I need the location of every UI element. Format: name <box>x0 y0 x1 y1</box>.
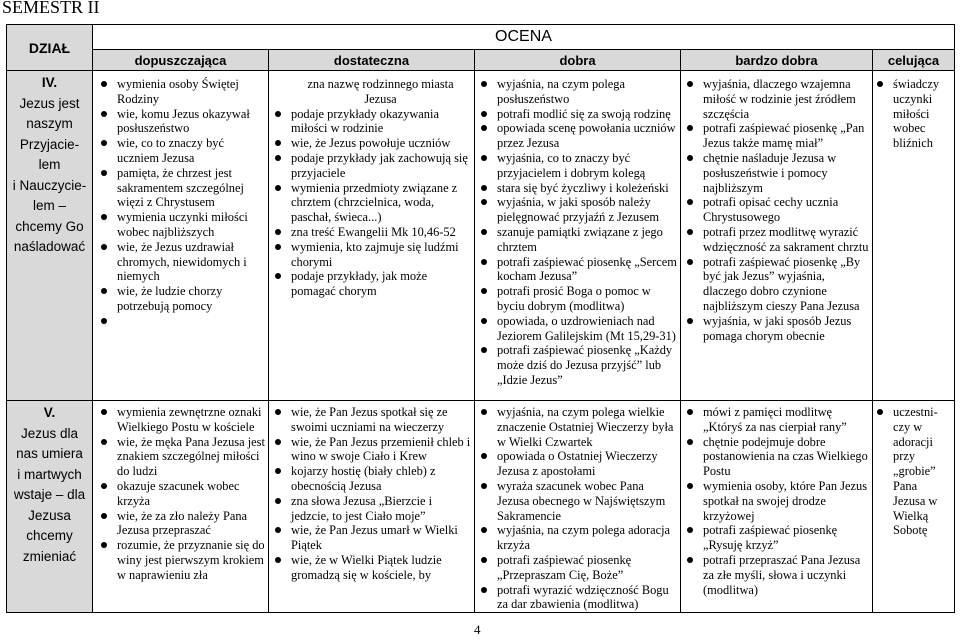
requirement-item: opowiada, o uzdrowieniach nad Jeziorem Galilejskim (Mt 15,29-31) <box>497 314 678 344</box>
requirements-list <box>269 405 474 583</box>
requirement-item: zna treść Ewangelii Mk 10,46-52 <box>291 225 472 240</box>
topic-line: naszym <box>26 116 73 131</box>
requirement-item: kojarzy hostię (biały chleb) z obecnością Jezusa <box>291 464 472 494</box>
cell-bardzo-dobra <box>681 401 873 613</box>
requirement-item: wymienia zewnętrzne oznaki Wielkiego Postu w kościele <box>117 405 266 435</box>
topic-number: V. <box>43 405 56 420</box>
requirement-item: wyraża szacunek wobec Pana Jezusa obecnego w Najświętszym Sakramencie <box>497 479 678 523</box>
requirement-item: rozumie, że przyznanie się do winy jest pierwszym krokiem w naprawieniu zła <box>117 538 265 582</box>
requirements-list <box>681 77 872 343</box>
topic-line: i martwych <box>17 466 82 482</box>
requirement-item: wie, że Pan Jezus spotkał się ze swoimi uczniami na wieczerzy <box>291 405 472 435</box>
requirement-item: wyjaśnia, na czym polega posłuszeństwo <box>497 77 678 107</box>
topic-line: i Nauczycie- <box>12 177 87 193</box>
requirement-item: wymienia, kto zajmuje się ludźmi chorymi <box>291 240 472 270</box>
level-header-dostateczna: dostateczna <box>269 50 475 71</box>
requirement-heading: zna nazwę rodzinnego miasta Jezusa <box>307 77 454 106</box>
requirement-item: wie, że Pan Jezus umarł w Wielki Piątek <box>291 523 472 553</box>
requirement-item: potrafi zaśpiewać piosenkę „Przepraszam Cię, Boże” <box>497 553 678 583</box>
cell-dopuszczajaca <box>93 71 269 401</box>
topic-line: zmieniać <box>22 548 77 564</box>
requirements-list <box>475 77 680 388</box>
requirement-item: potrafi zaśpiewać piosenkę „Sercem kocham Jezusa” <box>497 254 677 284</box>
topic-line: Jezus dla <box>20 425 79 441</box>
requirements-list <box>93 405 268 583</box>
requirement-item: zna słowa Jezusa „Bierzcie i jedzcie, to jest Ciało moje” <box>291 494 472 524</box>
requirement-item: szanuje pamiątki związane z jego chrztem <box>497 225 678 255</box>
topic-line: lem – <box>32 198 66 213</box>
topic-line: Przyjacie- <box>19 136 80 152</box>
cell-bardzo-dobra <box>681 71 873 401</box>
requirement-item: potrafi wyrazić wdzięczność Bogu za dar zbawienia (modlitwa) <box>497 583 678 613</box>
requirement-item: wyjaśnia, na czym polega adoracja krzyża <box>497 523 678 553</box>
requirement-item: potrafi zaśpiewać piosenkę „By być jak Jezus” wyjaśnia, dlaczego dobro czynione najbliższym cieszy Pana Jezusa <box>703 255 870 314</box>
requirement-item: stara się być życzliwy i koleżeński <box>497 181 678 196</box>
requirement-item: opowiada scenę powołania uczniów przez Jezusa <box>497 121 678 151</box>
level-header-bardzo-dobra: bardzo dobra <box>681 50 873 71</box>
cell-dobra <box>475 71 681 401</box>
topic-number: IV. <box>41 75 58 90</box>
requirement-item: potrafi przepraszać Pana Jezusa za złe myśli, słowa i uczynki (modlitwa) <box>703 553 870 597</box>
requirement-item: wie, że ludzie chorzy potrzebują pomocy <box>117 284 266 314</box>
requirement-item: wyjaśnia, co to znaczy być przyjacielem i dobrym kolegą <box>497 151 678 181</box>
requirement-item: wie, że za zło należy Pana Jezusa przepraszać <box>117 509 266 539</box>
requirement-item: wie, co to znaczy być uczniem Jezusa <box>117 136 266 166</box>
requirement-item: podaje przykłady, jak może pomagać chorym <box>291 269 472 299</box>
requirement-item: wie, że w Wielki Piątek ludzie gromadzą się w kościele, by <box>291 553 472 583</box>
requirement-item: potrafi prosić Boga o pomoc w byciu dobrym (modlitwa) <box>497 284 678 314</box>
requirement-item: wymienia osoby, które Pan Jezus spotkał na swojej drodze krzyżowej <box>703 479 870 523</box>
dzial-header: DZIAŁ <box>7 25 93 71</box>
requirement-item: wymienia osoby Świętej Rodziny <box>117 77 266 107</box>
requirement-item: wyjaśnia, w jaki sposób Jezus pomaga chorym obecnie <box>703 314 870 344</box>
topic-cell <box>7 401 93 613</box>
topic-cell <box>7 71 93 401</box>
requirement-item: wie, że męka Pana Jezusa jest znakiem szczególnej miłości do ludzi <box>117 434 265 479</box>
semester-title: SEMESTR II <box>2 0 100 17</box>
requirement-item: wie, że Pan Jezus przemienił chleb i wino w swoje Ciało i Krew <box>291 434 471 464</box>
ocena-header: OCENA <box>93 25 955 50</box>
requirements-list <box>475 405 680 612</box>
requirement-item: wyjaśnia, w jaki sposób należy pielęgnować przyjaźń z Jezusem <box>497 195 678 225</box>
topic-line: nas umiera <box>16 446 83 461</box>
topic-line: chcemy <box>26 528 73 543</box>
requirement-item-empty <box>117 314 266 329</box>
grading-table <box>6 24 955 613</box>
requirement-item: mówi z pamięci modlitwę „Któryś za nas cierpiał rany” <box>703 405 870 435</box>
requirement-item: chętnie podejmuje dobre postanowienia na czas Wielkiego Postu <box>703 435 870 479</box>
requirement-item: podaje przykłady jak zachowują się przyjaciele <box>291 151 472 181</box>
requirement-item: wyjaśnia, dlaczego wzajemna miłość w rodzinie jest źródłem szczęścia <box>703 77 870 121</box>
requirement-item: potrafi zaśpiewać piosenkę „Rysuję krzyż” <box>703 523 870 553</box>
cell-dopuszczajaca <box>93 401 269 613</box>
requirement-item: wymienia przedmioty związane z chrztem (chrzcielnica, woda, paschał, świeca...) <box>291 181 472 225</box>
requirements-list <box>873 405 954 538</box>
requirement-item: potrafi zaśpiewać piosenkę „Pan Jezus także mamę miał” <box>703 121 870 151</box>
requirement-item: pamięta, że chrzest jest sakramentem szczególnej więzi z Chrystusem <box>117 166 266 210</box>
requirement-item: wymienia uczynki miłości wobec najbliższych <box>117 210 266 240</box>
requirement-item: potrafi zaśpiewać piosenkę „Każdy może dziś do Jezusa przyjść” lub „Idzie Jezus” <box>497 343 678 387</box>
level-header-celujaca: celująca <box>873 50 955 71</box>
requirement-item: podaje przykłady okazywania miłości w rodzinie <box>291 107 472 137</box>
topic-line: wstaje – dla <box>13 487 86 502</box>
cell-celujaca <box>873 401 955 613</box>
cell-celujaca <box>873 71 955 401</box>
requirement-item: potrafi modlić się za swoją rodzinę <box>497 107 678 122</box>
topic-line: lem <box>38 157 61 172</box>
requirement-item: uczestni-czy w adoracji przy „grobie” Pana Jezusa w Wielką Sobotę <box>893 405 952 538</box>
requirement-item: opowiada o Ostatniej Wieczerzy Jezusa z apostołami <box>497 449 678 479</box>
requirement-item: świadczy uczynki miłości wobec bliźnich <box>893 77 952 151</box>
requirement-item: potrafi przez modlitwę wyrazić wdzięczność za sakrament chrztu <box>703 224 869 254</box>
topic-line: naśladować <box>13 239 86 254</box>
requirements-list <box>93 77 268 329</box>
requirement-item: okazuje szacunek wobec krzyża <box>117 479 266 509</box>
requirements-list <box>681 405 872 597</box>
cell-dostateczna <box>269 71 475 401</box>
requirement-item: wyjaśnia, na czym polega wielkie znaczenie Ostatniej Wieczerzy była w Wielki Czwartek <box>497 405 678 449</box>
topic-line: Jezus jest <box>19 95 80 111</box>
requirement-item: wie, komu Jezus okazywał posłuszeństwo <box>117 107 266 137</box>
page-number: 4 <box>474 622 481 637</box>
cell-dobra <box>475 401 681 613</box>
requirements-list <box>873 77 954 151</box>
cell-dostateczna <box>269 401 475 613</box>
topic-line: Jezusa <box>28 507 71 523</box>
requirement-item: chętnie naśladuje Jezusa w posłuszeństwie i pomocy najbliższym <box>703 151 870 195</box>
level-header-dopuszczajaca: dopuszczająca <box>93 50 269 71</box>
requirements-list <box>269 107 474 299</box>
requirement-item: potrafi opisać cechy ucznia Chrystusowego <box>703 195 870 225</box>
requirement-item: wie, że Jezus powołuje uczniów <box>291 136 472 151</box>
requirement-item: wie, że Jezus uzdrawiał chromych, niewidomych i niemych <box>117 240 266 284</box>
level-header-dobra: dobra <box>475 50 681 71</box>
topic-line: chcemy Go <box>15 218 84 234</box>
